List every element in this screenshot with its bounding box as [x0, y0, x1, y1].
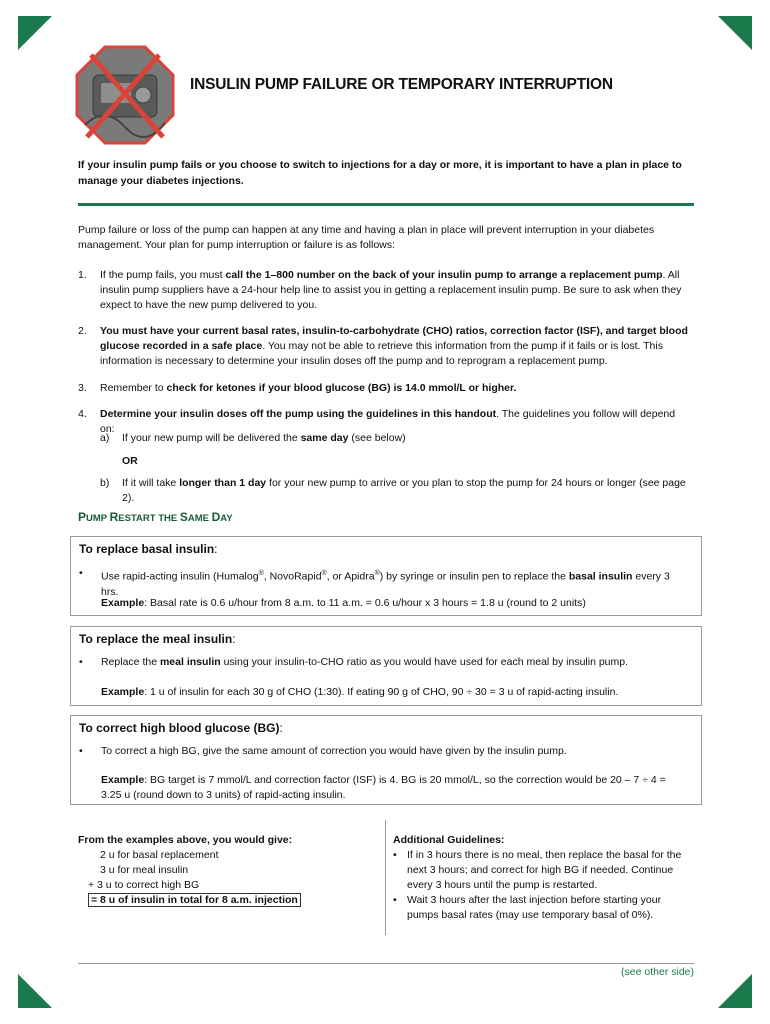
corner-triangle-bottom-right	[718, 974, 752, 1008]
sub-item-b: b) If it will take longer than 1 day for your new pump to arrive or you plan to stop the pump for 24 hours or longer (see page 2).	[100, 477, 686, 504]
box-example: Example: 1 u of insulin for each 30 g of CHO (1:30). If eating 90 g of CHO, 90 ÷ 30 = 3 u of rapid-acting insulin.	[101, 686, 619, 698]
stop-octagon-pump-icon	[75, 45, 175, 145]
meal-insulin-box	[70, 626, 702, 706]
bottom-divider	[78, 963, 694, 964]
intro-paragraph: Pump failure or loss of the pump can happen at any time and having a plan in place will prevent interruption in your diabetes management. Your plan for pump interruption or failure is as follows:	[78, 224, 655, 251]
basal-insulin-box	[70, 536, 702, 616]
box-heading: To replace basal insulin:	[79, 542, 218, 556]
correct-high-bg-box	[70, 715, 702, 805]
box-example: Example: BG target is 7 mmol/L and correction factor (ISF) is 4. BG is 20 mmol/L, so the correction would be 20 – 7 ÷ 4 = 3.25 u (round down to 3 units) of rapid-acting insulin.	[101, 774, 666, 801]
list-item: • If in 3 hours there is no meal, then replace the basal for the next 3 hours; and correct for high BG if needed. Continue every 3 hours until the pump is restarted.	[393, 849, 682, 891]
section-heading: PUMP RESTART THE SAME DAY	[78, 510, 233, 524]
list-item-4: 4. Determine your insulin doses off the pump using the guidelines in this handout. The guidelines you follow will depend on:	[78, 408, 676, 435]
box-example: Example: Basal rate is 0.6 u/hour from 8 a.m. to 11 a.m. = 0.6 u/hour x 3 hours = 1.8 u (round to 2 units)	[101, 597, 586, 609]
box-heading: To correct high blood glucose (BG):	[79, 721, 283, 735]
page-title: INSULIN PUMP FAILURE OR TEMPORARY INTERRUPTION	[190, 76, 613, 93]
column-divider	[385, 820, 386, 935]
box-bullet: • To correct a high BG, give the same amount of correction you would have given by the insulin pump.	[79, 745, 567, 757]
or-label: OR	[122, 455, 138, 467]
sub-item-a: a) If your new pump will be delivered the same day (see below)	[100, 432, 406, 444]
examples-summary: From the examples above, you would give: 2 u for basal replacement 3 u for meal insulin + 3 u to correct high BG = 8 u of insulin in total for 8 a.m. injection	[78, 833, 368, 908]
additional-guidelines: Additional Guidelines: • If in 3 hours there is no meal, then replace the basal for the next 3 hours; and correct for high BG if needed. Continue every 3 hours until the pump is restarted. • Wait 3 hours after the last injection before starting your pumps basal rates (may use temporary basal of 0%).	[393, 833, 693, 923]
list-item-2: 2. You must have your current basal rates, insulin-to-carbohydrate (CHO) ratios, correction factor (ISF), and target blood glucose recorded in a safe place. You may not be able to retrieve this information from the pump if it fails or is lost. This information is necessary to determine your insulin doses off the pump and to reprogram a replacement pump.	[78, 325, 688, 367]
box-bullet: • Use rapid-acting insulin (Humalog®, NovoRapid®, or Apidra®) by syringe or insulin pen to replace the basal insulin every 3 hrs.	[79, 567, 670, 598]
list-item: • Wait 3 hours after the last injection before starting your pumps basal rates (may use temporary basal of 0%).	[393, 894, 662, 921]
corner-triangle-top-right	[718, 16, 752, 50]
see-other-side-note: (see other side)	[621, 966, 694, 978]
list-item-1: 1. If the pump fails, you must call the 1–800 number on the back of your insulin pump to arrange a replacement pump. All insulin pump suppliers have a 24-hour help line to assist you in getting a replacement insulin pump. Be sure to ask when they expect to have the new pump delivered to you.	[78, 269, 682, 311]
corner-triangle-top-left	[18, 16, 52, 50]
box-heading: To replace the meal insulin:	[79, 632, 236, 646]
corner-triangle-bottom-left	[18, 974, 52, 1008]
box-bullet: • Replace the meal insulin using your insulin-to-CHO ratio as you would have used for each meal by insulin pump.	[79, 656, 629, 668]
intro-text: If your insulin pump fails or you choose to switch to injections for a day or more, it is important to have a plan in place to manage your diabetes injections.	[78, 159, 682, 187]
green-divider	[78, 203, 694, 206]
list-item-3: 3. Remember to check for ketones if your blood glucose (BG) is 14.0 mmol/L or higher.	[78, 382, 517, 394]
